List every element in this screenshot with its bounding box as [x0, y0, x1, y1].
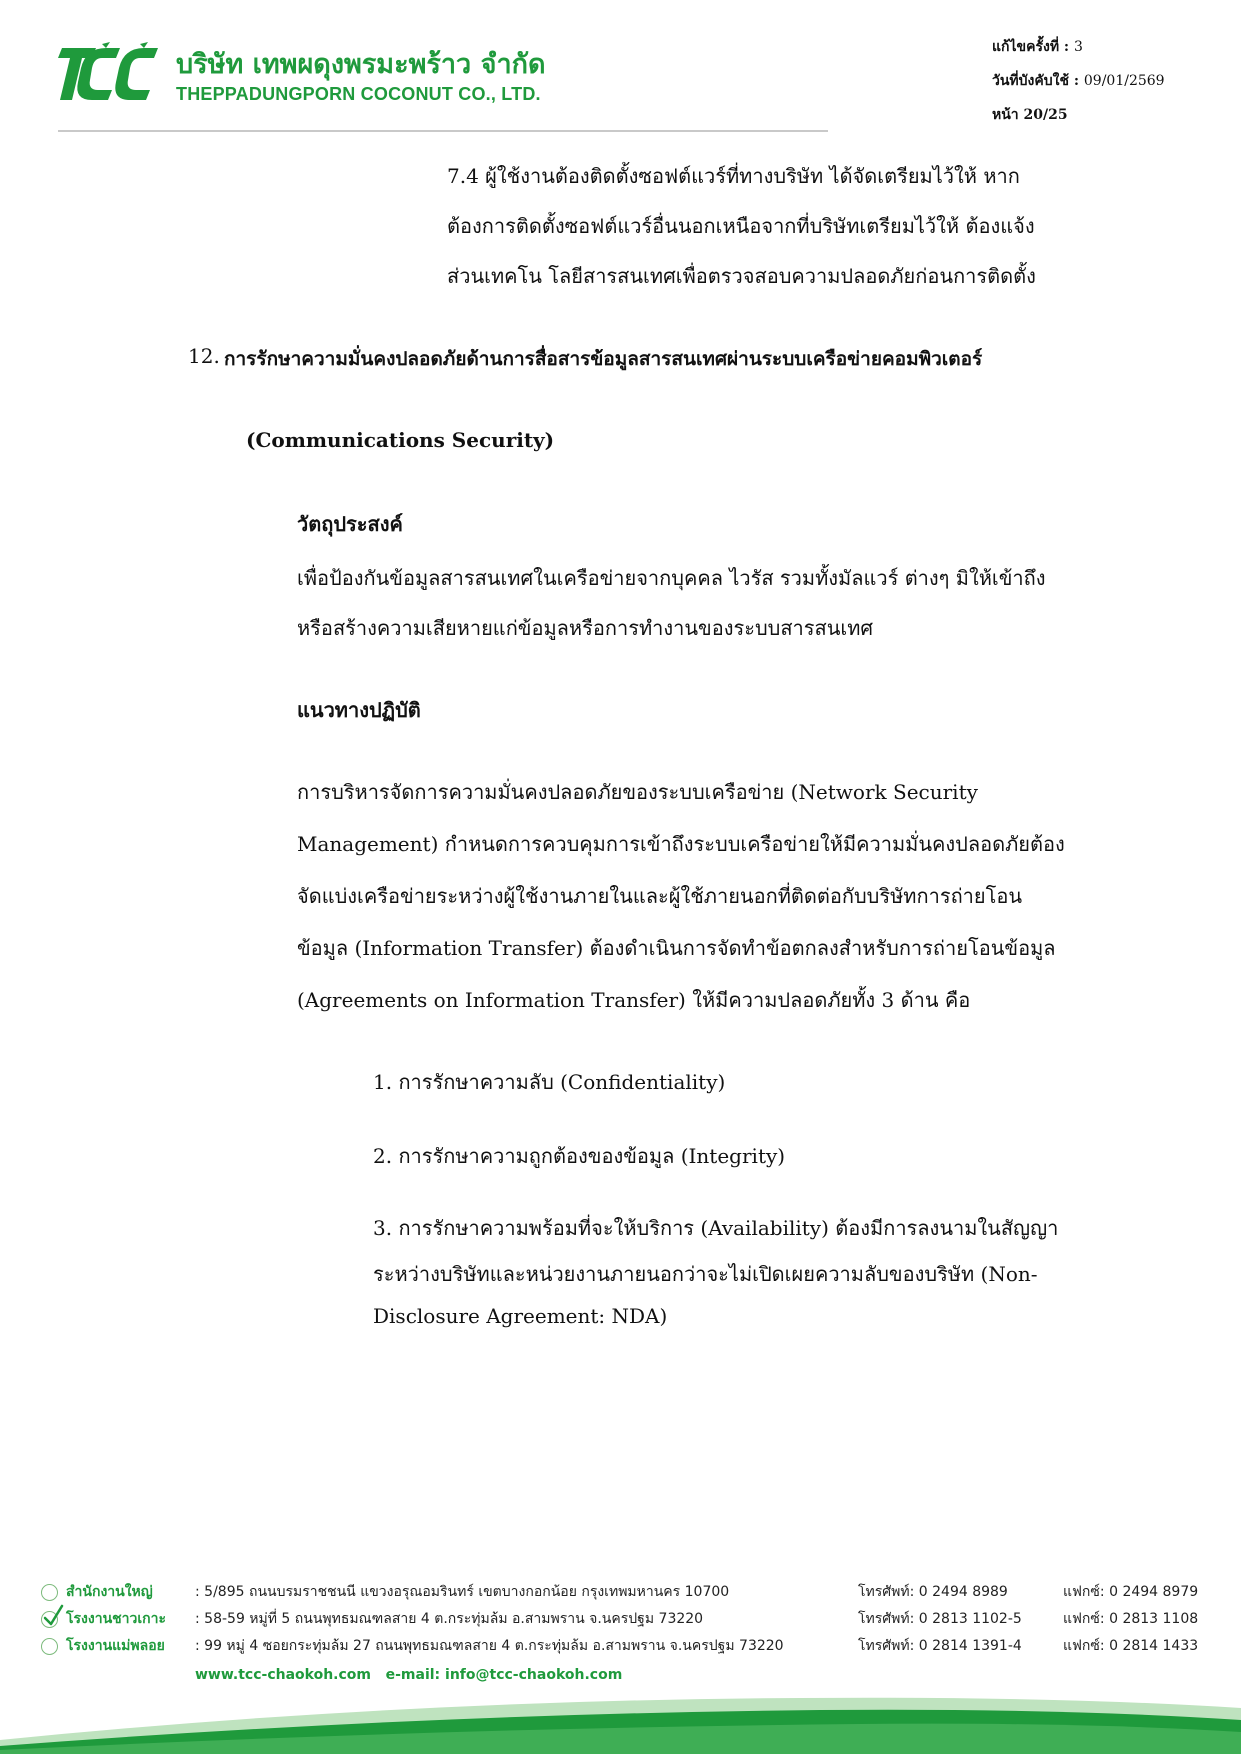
- tcc-logo-icon: [58, 42, 158, 104]
- footer-location-fax: แฟกซ์: 0 2494 8979: [1063, 1584, 1199, 1600]
- footer-location-address: : 99 หมู่ 4 ซอยกระทุ่มล้ม 27 ถนนพุทธมณฑลสาย 4 ต.กระทุ่มล้ม อ.สามพราน จ.นครปฐม 73220: [195, 1638, 784, 1654]
- footer-location-fax: แฟกซ์: 0 2814 1433: [1063, 1638, 1199, 1654]
- company-name-english: THEPPADUNGPORN COCONUT CO., LTD.: [176, 84, 541, 104]
- list-item-3-line-2: ระหว่างบริษัทและหน่วยงานภายนอกว่าจะไม่เปิดเผยความลับของบริษัท (Non-: [373, 1262, 1038, 1286]
- footer-location-name: โรงงานแม่พลอย: [66, 1638, 165, 1654]
- footer-location-fax: แฟกซ์: 0 2813 1108: [1063, 1611, 1199, 1627]
- objective-line-2: หรือสร้างความเสียหายแก่ข้อมูลหรือการทำงานของระบบสารสนเทศ: [297, 616, 874, 640]
- guideline-line-4: ข้อมูล (Information Transfer) ต้องดำเนินการจัดทำข้อตกลงสำหรับการถ่ายโอนข้อมูล: [297, 936, 1056, 960]
- guideline-line-3: จัดแบ่งเครือข่ายระหว่างผู้ใช้งานภายในและผู้ใช้ภายนอกที่ติดต่อกับบริษัทการถ่ายโอน: [297, 884, 1023, 908]
- circle-icon: [41, 1584, 58, 1601]
- revision-line: [992, 30, 1165, 64]
- list-item-1: 1. การรักษาความลับ (Confidentiality): [373, 1070, 726, 1094]
- section-title: การรักษาความมั่นคงปลอดภัยด้านการสื่อสารข้อมูลสารสนเทศผ่านระบบเครือข่ายคอมพิวเตอร์: [224, 348, 983, 370]
- revision-value: 3: [1073, 39, 1083, 55]
- objective-heading: วัตถุประสงค์: [297, 512, 403, 536]
- footer-location-phone: โทรศัพท์: 0 2813 1102-5: [858, 1611, 1022, 1627]
- revision-label: แก้ไขครั้งที่ :: [992, 39, 1074, 55]
- footer-wave-decoration: [0, 1680, 1241, 1754]
- circle-icon: [41, 1638, 58, 1655]
- footer-location-address: : 5/895 ถนนบรมราชชนนี แขวงอรุณอมรินทร์ เขตบางกอกน้อย กรุงเทพมหานคร 10700: [195, 1584, 730, 1600]
- footer-location-name: โรงงานชาวเกาะ: [66, 1611, 167, 1627]
- section-number: 12.: [188, 344, 220, 368]
- header-divider: [58, 130, 828, 132]
- footer-location-phone: โทรศัพท์: 0 2494 8989: [858, 1584, 1008, 1600]
- list-item-3-line-1: 3. การรักษาความพร้อมที่จะให้บริการ (Availability) ต้องมีการลงนามในสัญญา: [373, 1216, 1059, 1240]
- guideline-heading: แนวทางปฏิบัติ: [297, 698, 421, 722]
- item-7-4-line-2: ต้องการติดตั้งซอฟต์แวร์อื่นนอกเหนือจากที่บริษัทเตรียมไว้ให้ ต้องแจ้ง: [447, 214, 1035, 238]
- item-7-4-line-3: ส่วนเทคโน โลยีสารสนเทศเพื่อตรวจสอบความปลอดภัยก่อนการติดตั้ง: [447, 264, 1036, 288]
- guideline-line-1: การบริหารจัดการความมั่นคงปลอดภัยของระบบเครือข่าย (Network Security: [297, 780, 978, 804]
- footer-website-email: www.tcc-chaokoh.com e-mail: info@tcc-chaokoh.com: [195, 1667, 623, 1683]
- guideline-line-2: Management) กำหนดการควบคุมการเข้าถึงระบบเครือข่ายให้มีความมั่นคงปลอดภัยต้อง: [297, 832, 1065, 856]
- section-title-english: (Communications Security): [246, 428, 555, 452]
- footer-location-name: สำนักงานใหญ่: [66, 1584, 153, 1600]
- effective-date-label: วันที่บังคับใช้ :: [992, 73, 1084, 89]
- document-meta: [992, 30, 1165, 132]
- list-item-2: 2. การรักษาความถูกต้องของข้อมูล (Integrity): [373, 1144, 786, 1168]
- company-name-thai: บริษัท เทพผดุงพรมะพร้าว จำกัด: [176, 49, 546, 80]
- checkmark-icon: [42, 1604, 64, 1628]
- footer-location-phone: โทรศัพท์: 0 2814 1391-4: [858, 1638, 1022, 1654]
- guideline-line-5: (Agreements on Information Transfer) ให้มีความปลอดภัยทั้ง 3 ด้าน คือ: [297, 988, 971, 1012]
- footer-location-address: : 58-59 หมู่ที่ 5 ถนนพุทธมณฑลสาย 4 ต.กระทุ่มล้ม อ.สามพราน จ.นครปฐม 73220: [195, 1611, 704, 1627]
- objective-line-1: เพื่อป้องกันข้อมูลสารสนเทศในเครือข่ายจากบุคคล ไวรัส รวมทั้งมัลแวร์ ต่างๆ มิให้เข้าถึง: [297, 566, 1046, 590]
- item-7-4-line-1: 7.4 ผู้ใช้งานต้องติดตั้งซอฟต์แวร์ที่ทางบริษัท ได้จัดเตรียมไว้ให้ หาก: [447, 164, 1020, 188]
- page-value: 20/25: [1023, 107, 1068, 123]
- page-number-line: [992, 98, 1165, 132]
- effective-date-line: [992, 64, 1165, 98]
- list-item-3-line-3: Disclosure Agreement: NDA): [373, 1304, 668, 1328]
- effective-date-value: 09/01/2569: [1083, 73, 1165, 89]
- page-label: หน้า: [992, 107, 1024, 123]
